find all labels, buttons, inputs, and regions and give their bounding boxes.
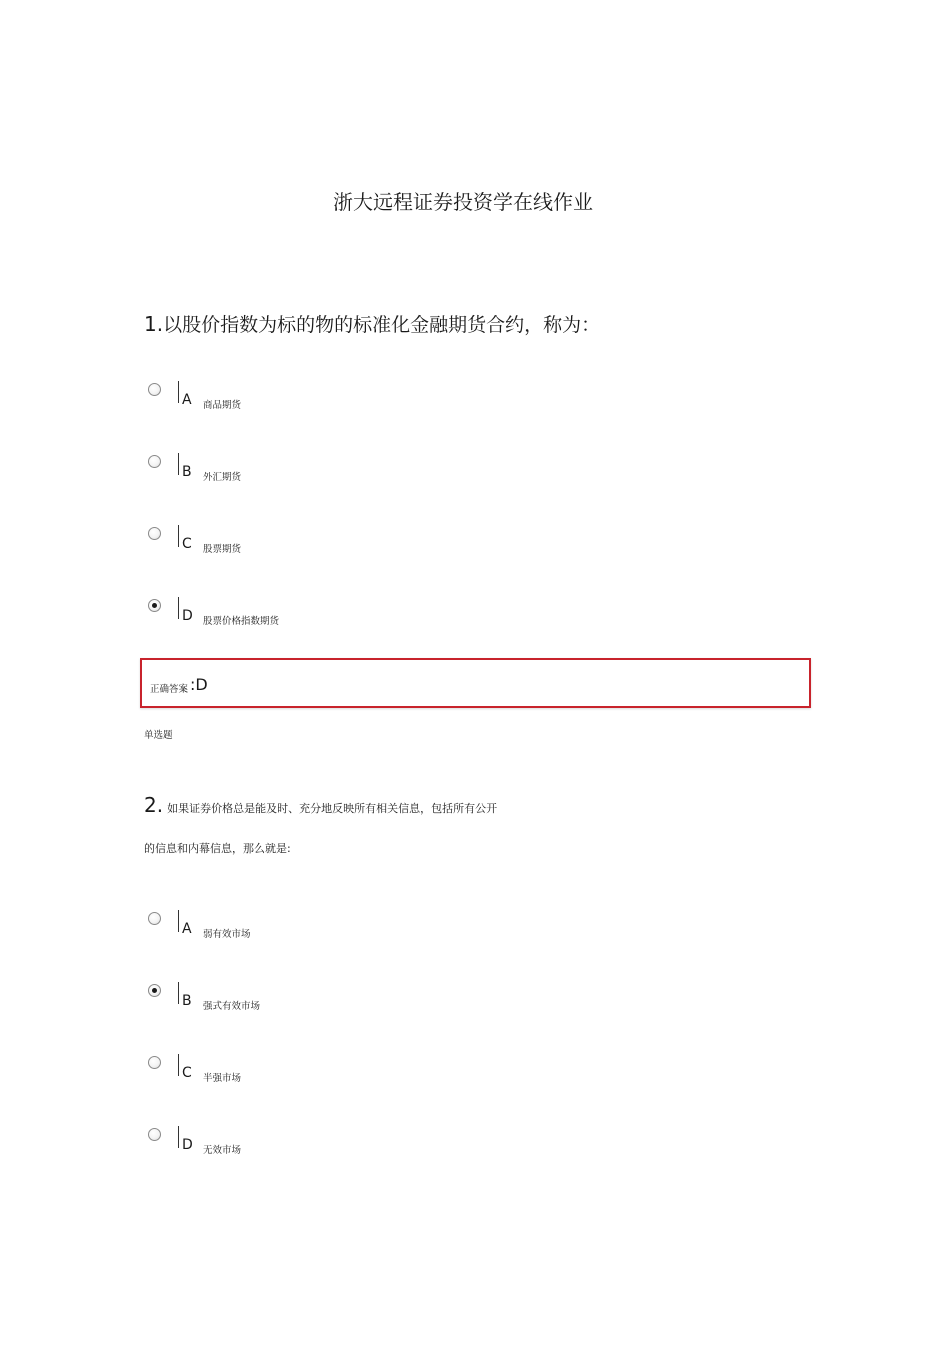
radio-button-c[interactable] [148, 1056, 161, 1069]
question-2-option-c[interactable] [148, 1054, 548, 1094]
question-2-option-a[interactable] [148, 910, 548, 950]
option-divider [178, 982, 179, 1004]
radio-button-a[interactable] [148, 912, 161, 925]
option-text: 无效市场 [203, 1145, 242, 1156]
option-divider [178, 1054, 179, 1076]
page-title: 浙大远程证券投资学在线作业 [333, 190, 593, 214]
question-type-label: 单选题 [144, 730, 173, 741]
option-letter: A [182, 392, 192, 408]
option-text: 强式有效市场 [203, 1001, 261, 1012]
option-text: 股票期货 [203, 544, 242, 555]
question-2-stem-line1 [144, 793, 497, 817]
option-text: 商品期货 [203, 400, 242, 411]
option-letter: C [182, 1065, 192, 1081]
radio-button-c[interactable] [148, 527, 161, 540]
question-1-option-d[interactable] [148, 597, 548, 637]
option-letter: B [182, 464, 192, 480]
option-letter: B [182, 993, 192, 1009]
option-text: 弱有效市场 [203, 929, 251, 940]
radio-button-d[interactable] [148, 599, 161, 612]
option-letter: D [182, 1137, 193, 1153]
question-1-option-c[interactable] [148, 525, 548, 565]
option-letter: A [182, 921, 192, 937]
question-2-text-line1: 如果证券价格总是能及时、充分地反映所有相关信息，包括所有公开 [167, 802, 498, 815]
option-divider [178, 525, 179, 547]
option-divider [178, 597, 179, 619]
option-text: 股票价格指数期货 [203, 616, 280, 627]
question-2-stem-line2: 的信息和内幕信息，那么就是: [144, 842, 291, 855]
option-divider [178, 453, 179, 475]
question-1-text: 以股价指数为标的物的标准化金融期货合约，称为： [163, 314, 601, 336]
option-letter: D [182, 608, 193, 624]
radio-button-a[interactable] [148, 383, 161, 396]
question-1-option-b[interactable] [148, 453, 548, 493]
question-2-option-d[interactable] [148, 1126, 548, 1166]
option-text: 外汇期货 [203, 472, 242, 483]
option-letter: C [182, 536, 192, 552]
question-2-number: 2. [144, 793, 164, 817]
radio-button-b[interactable] [148, 455, 161, 468]
question-1-stem [144, 310, 600, 337]
radio-button-d[interactable] [148, 1128, 161, 1141]
question-1-option-a[interactable] [148, 381, 548, 421]
option-divider [178, 381, 179, 403]
question-2-option-b[interactable] [148, 982, 548, 1022]
correct-answer-value: :D [190, 675, 208, 694]
option-divider [178, 910, 179, 932]
correct-answer-box [140, 658, 811, 708]
question-1-number: 1. [144, 312, 164, 336]
radio-button-b[interactable] [148, 984, 161, 997]
correct-answer-label: 正确答案 [150, 684, 189, 695]
option-divider [178, 1126, 179, 1148]
option-text: 半强市场 [203, 1073, 242, 1084]
